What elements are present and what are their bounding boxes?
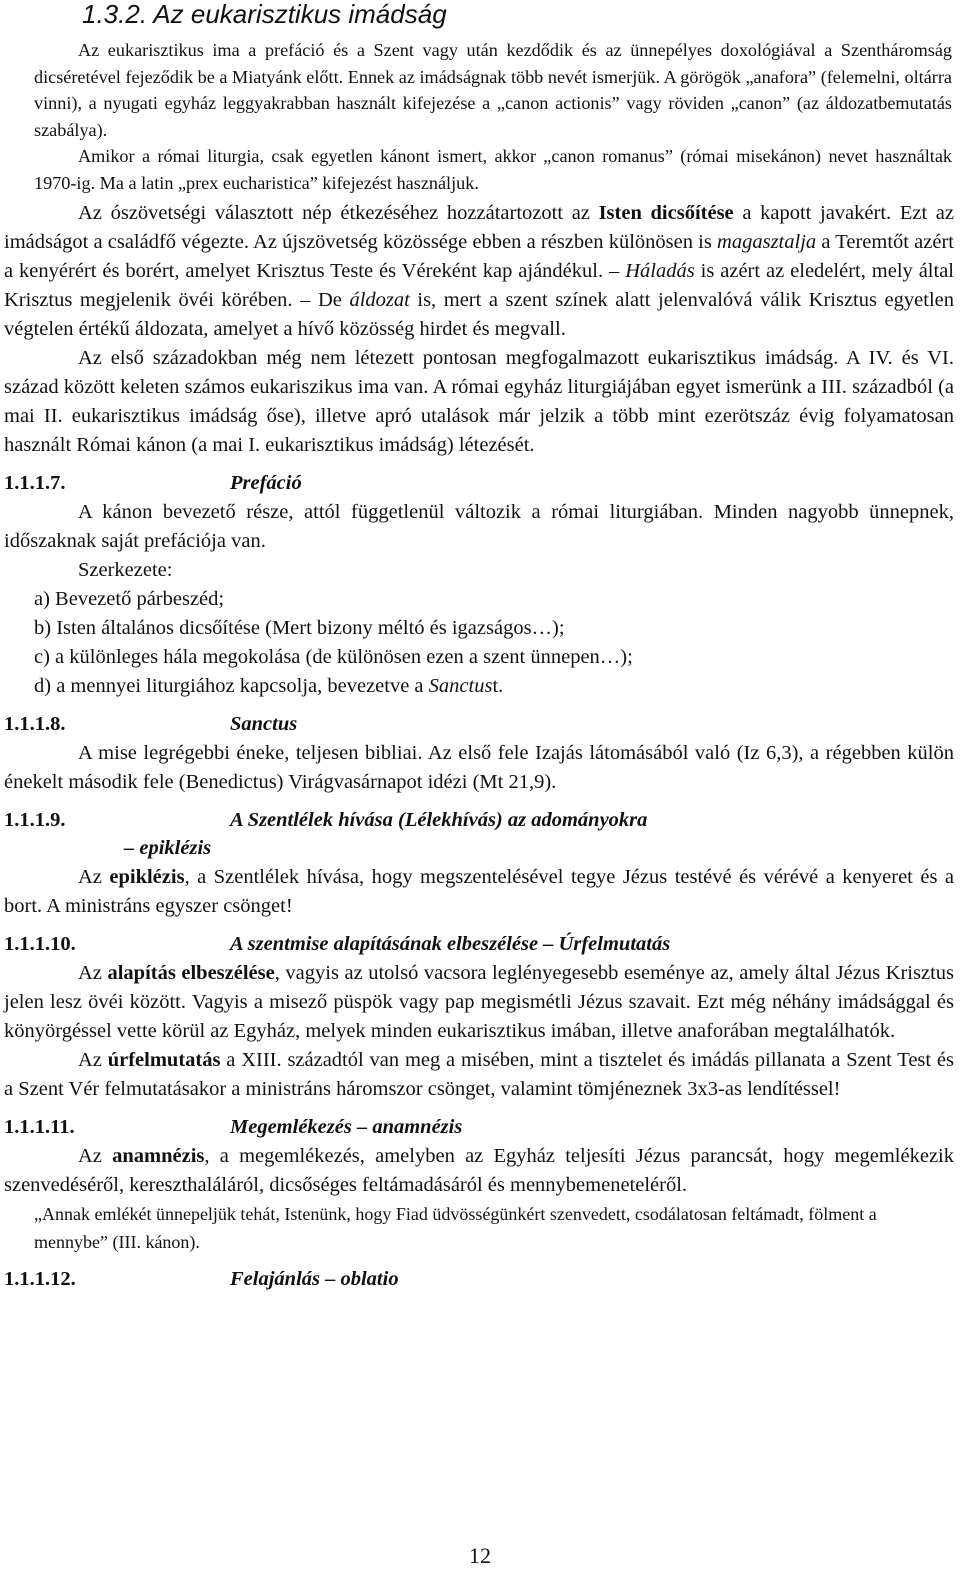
text-run: Az [78, 962, 108, 984]
text-run: , vagyis az utolsó vacsora leglényegesebb eseménye az, amely által Jézus Krisztus jelen lesz övéi között. Vagyis a misező püspök vagy pap megismétli Jézus szavait. Ezt még néhány imádsággal és könyörgéssel vette körül az Egyház, melyek minden eukarisztikus imában, illetve anaforában megtalálhatók. [4, 962, 954, 1042]
paragraph-praise [4, 199, 954, 344]
paragraph-prefacio: A kánon bevezető része, attól függetlenül változik a római liturgiában. Minden nagyobb ünnepnek, időszaknak saját prefációja van. [4, 501, 954, 552]
strong-run: epiklézis [109, 866, 185, 888]
text-run: is, mert a szent színek alatt jelenvalóvá válik Krisztus egyetlen végtelen értékű áldozata, amelyet a hívő közösség hirdet és megvall. [4, 289, 954, 340]
em-run: Sanctus [428, 675, 493, 697]
section-title: 1.3.2. Az eukarisztikus imádság [82, 0, 447, 29]
text-run: t. [492, 675, 504, 697]
heading-title: A Szentlélek hívása (Lélekhívás) az adományokra [230, 809, 648, 831]
paragraph-epiklezis [4, 863, 954, 921]
text-run: Az [78, 866, 110, 888]
text-run: a XIII. századtól van meg a misében, mint a tisztelet és imádás pillanata a Szent Test és a Szent Vér felmutatásakor a ministráns háromszor csönget, valamint tömjéneznek 3x3-as lendítéssel! [4, 1049, 954, 1100]
em-run: magasztalja [717, 231, 817, 253]
em-run: áldozat [349, 289, 410, 311]
strong-run: alapítás elbeszélése [107, 962, 275, 984]
text-run: is azért az eledelért, mely által Krisztus megjelenik övéi körében. – De [4, 260, 954, 311]
strong-run: úrfelmutatás [107, 1049, 221, 1071]
heading-number: 1.1.1.10. [4, 933, 76, 955]
body-block [4, 199, 954, 1294]
heading-epiklezis [4, 806, 954, 835]
paragraph-urfelmutatas [4, 1046, 954, 1104]
text-run: a Teremtőt azért a kenyérért és borért, amelyet Krisztus Teste és Véreként kap ajándékul. – [4, 231, 955, 282]
heading-title: Prefáció [230, 472, 302, 494]
intro-paragraph-1: Az eukarisztikus ima a prefáció és a Szent vagy után kezdődik és az ünnepélyes doxológiával a Szentháromság dicséretével fejeződik be a Miatyánk előtt. Ennek az imádságnak több nevét ismerjük. A görögök „anafora” (felemelni, oltárra vinni), a nyugati egyház leggyakrabban használt kifejezése a „canon actionis” vagy röviden „canon” (az áldozatbemutatás szabálya). [34, 40, 952, 140]
strong-run: anamnézis [112, 1145, 205, 1167]
quote-block: „Annak emlékét ünnepeljük tehát, Istenünk, hogy Fiad üdvösségünkért szenvedett, csodálatosan feltámadt, fölment a mennybe” (III. kánon). [34, 1204, 877, 1252]
em-run: Háladás [625, 260, 695, 282]
text-run: d) a mennyei liturgiához kapcsolja, bevezetve a [34, 675, 429, 697]
heading-number: 1.1.1.7. [4, 472, 66, 494]
heading-subtitle: – epiklézis [124, 837, 212, 859]
text-run: Az ószövetségi választott nép étkezéséhez hozzátartozott az [78, 202, 599, 224]
strong-run: Isten dicsőítése [598, 202, 734, 224]
heading-urfelmutatas [4, 930, 954, 959]
heading-title: A szentmise alapításának elbeszélése – Úrfelmutatás [230, 933, 671, 955]
list-item: c) a különleges hála megokolása (de különösen ezen a szent ünnepen…); [34, 646, 633, 668]
intro-block [34, 37, 952, 196]
intro-paragraph-2: Amikor a római liturgia, csak egyetlen kánont ismert, akkor „canon romanus” (római misekánon) nevet használtak 1970-ig. Ma a latin „prex eucharistica” kifejezést használjuk. [34, 146, 952, 193]
list-item: b) Isten általános dicsőítése (Mert bizony méltó és igazságos…); [34, 617, 565, 639]
heading-anamnezis [4, 1113, 954, 1142]
text-run: Az [78, 1049, 108, 1071]
text-run: , a Szentlélek hívása, hogy megszentelésével tegye Jézus testévé és vérévé a kenyeret és a bort. A ministráns egyszer csönget! [4, 866, 955, 917]
text-run: , a megemlékezés, amelyben az Egyház teljesíti Jézus parancsát, hogy megemlékezik szenvedéséről, kereszthaláláról, dicsőséges feltámadásáról és mennybemeneteléről. [4, 1145, 954, 1196]
paragraph-history: Az első századokban még nem létezett pontosan megfogalmazott eukarisztikus imádság. A IV. és VI. század között keleten számos eukariszikus ima van. A római egyház liturgiájában egyet ismerünk a III. századból (a mai II. eukarisztikus imádság őse), illetve apró utalások már jelzik a több mint ezerötszáz évig folyamatosan használt Római kánon (a mai I. eukarisztikus imádság) létezését. [4, 347, 954, 456]
paragraph-alapitas [4, 959, 954, 1046]
heading-prefacio [4, 469, 954, 498]
heading-sanctus [4, 710, 954, 739]
list-item [4, 672, 954, 701]
paragraph-anamnezis [4, 1142, 954, 1200]
heading-number: 1.1.1.8. [4, 713, 66, 735]
heading-title: Felajánlás – oblatio [230, 1268, 399, 1290]
page-number: 12 [469, 1543, 491, 1568]
text-run: Az [78, 1145, 113, 1167]
list-item: a) Bevezető párbeszéd; [34, 588, 225, 610]
text-run: a kapott javakért. Ezt az imádságot a családfő végezte. Az újszövetség közössége ebben a részben különösen is [4, 202, 955, 253]
heading-oblatio [4, 1265, 954, 1294]
heading-number: 1.1.1.12. [4, 1268, 76, 1290]
heading-title: Megemlékezés – anamnézis [230, 1116, 463, 1138]
heading-number: 1.1.1.11. [4, 1116, 75, 1138]
paragraph-sanctus: A mise legrégebbi éneke, teljesen bibliai. Az első fele Izajás látomásából való (Iz 6,3), a régebben külön énekelt második fele (Benedictus) Virágvasárnapot idézi (Mt 21,9). [4, 742, 954, 793]
heading-title: Sanctus [230, 713, 298, 735]
structure-label: Szerkezete: [78, 559, 173, 581]
heading-number: 1.1.1.9. [4, 809, 66, 831]
